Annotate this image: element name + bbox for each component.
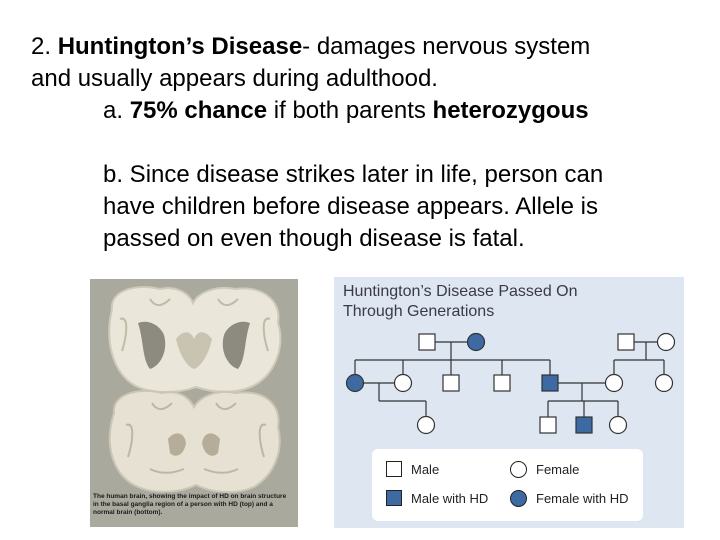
legend-male xyxy=(386,461,439,477)
brain-illustration xyxy=(90,279,298,527)
gen3-male-affected xyxy=(576,417,592,433)
disease-name: Huntington’s Disease xyxy=(57,33,303,60)
female-circle-icon xyxy=(510,461,527,478)
chance-value: 75% chance xyxy=(129,97,268,124)
bullet-huntingtons xyxy=(31,31,701,63)
gen1-female-affected xyxy=(468,334,485,351)
sub-bullet-b-line-2: have children before disease appears. Allele is xyxy=(103,193,598,220)
legend-female xyxy=(510,461,579,478)
legend-female-hd-label: Female with HD xyxy=(536,491,629,506)
legend-male-hd-label: Male with HD xyxy=(411,490,489,506)
gen2-male-1 xyxy=(443,375,459,391)
legend-male-hd xyxy=(386,490,488,506)
bullet-number: 2. xyxy=(31,33,58,60)
pedigree-chart xyxy=(334,277,684,528)
gen2-female-2 xyxy=(606,375,623,392)
legend-female-label: Female xyxy=(536,462,580,477)
bullet-text-line-2: and usually appears during adulthood. xyxy=(31,65,438,92)
sub-bullet-b-line-1: b. Since disease strikes later in life, person can xyxy=(103,161,604,188)
brain-image xyxy=(90,279,298,527)
male-square-icon xyxy=(386,461,402,477)
gen1-male-2 xyxy=(618,334,634,350)
gen2-male-2 xyxy=(494,375,510,391)
gen1-male-1 xyxy=(419,334,435,350)
legend-male-label: Male xyxy=(411,461,440,477)
pedigree-title-line-2: Through Generations xyxy=(343,303,495,320)
legend-female-hd xyxy=(510,490,628,507)
gen2-female-1 xyxy=(395,375,412,392)
gen3-female-2 xyxy=(610,417,627,434)
affected-male-square-icon xyxy=(386,490,402,506)
gen3-male-1 xyxy=(540,417,556,433)
gen2-male-affected xyxy=(542,375,558,391)
affected-female-circle-icon xyxy=(510,490,527,507)
heterozygous-term: heterozygous xyxy=(432,97,589,124)
sub-bullet-a-text: if both parents xyxy=(267,97,433,124)
pedigree-members xyxy=(347,334,675,434)
slide-body-text xyxy=(31,31,701,255)
sub-bullet-a xyxy=(31,95,701,127)
sub-bullet-b-line-3: passed on even though disease is fatal. xyxy=(103,225,525,252)
sub-bullet-a-letter: a. xyxy=(103,97,130,124)
pedigree-title-line-1: Huntington’s Disease Passed On xyxy=(343,283,578,300)
bullet-text: - damages nervous system xyxy=(302,33,591,60)
pedigree-legend xyxy=(372,449,643,521)
gen2-female-3 xyxy=(656,375,673,392)
gen2-female-affected xyxy=(347,375,364,392)
brain-caption: The human brain, showing the impact of HD on brain structure in the basal ganglia region of a person with HD (top) and a normal brain (bottom). xyxy=(93,493,287,516)
gen3-female-1 xyxy=(418,417,435,434)
gen1-female-2 xyxy=(658,334,675,351)
